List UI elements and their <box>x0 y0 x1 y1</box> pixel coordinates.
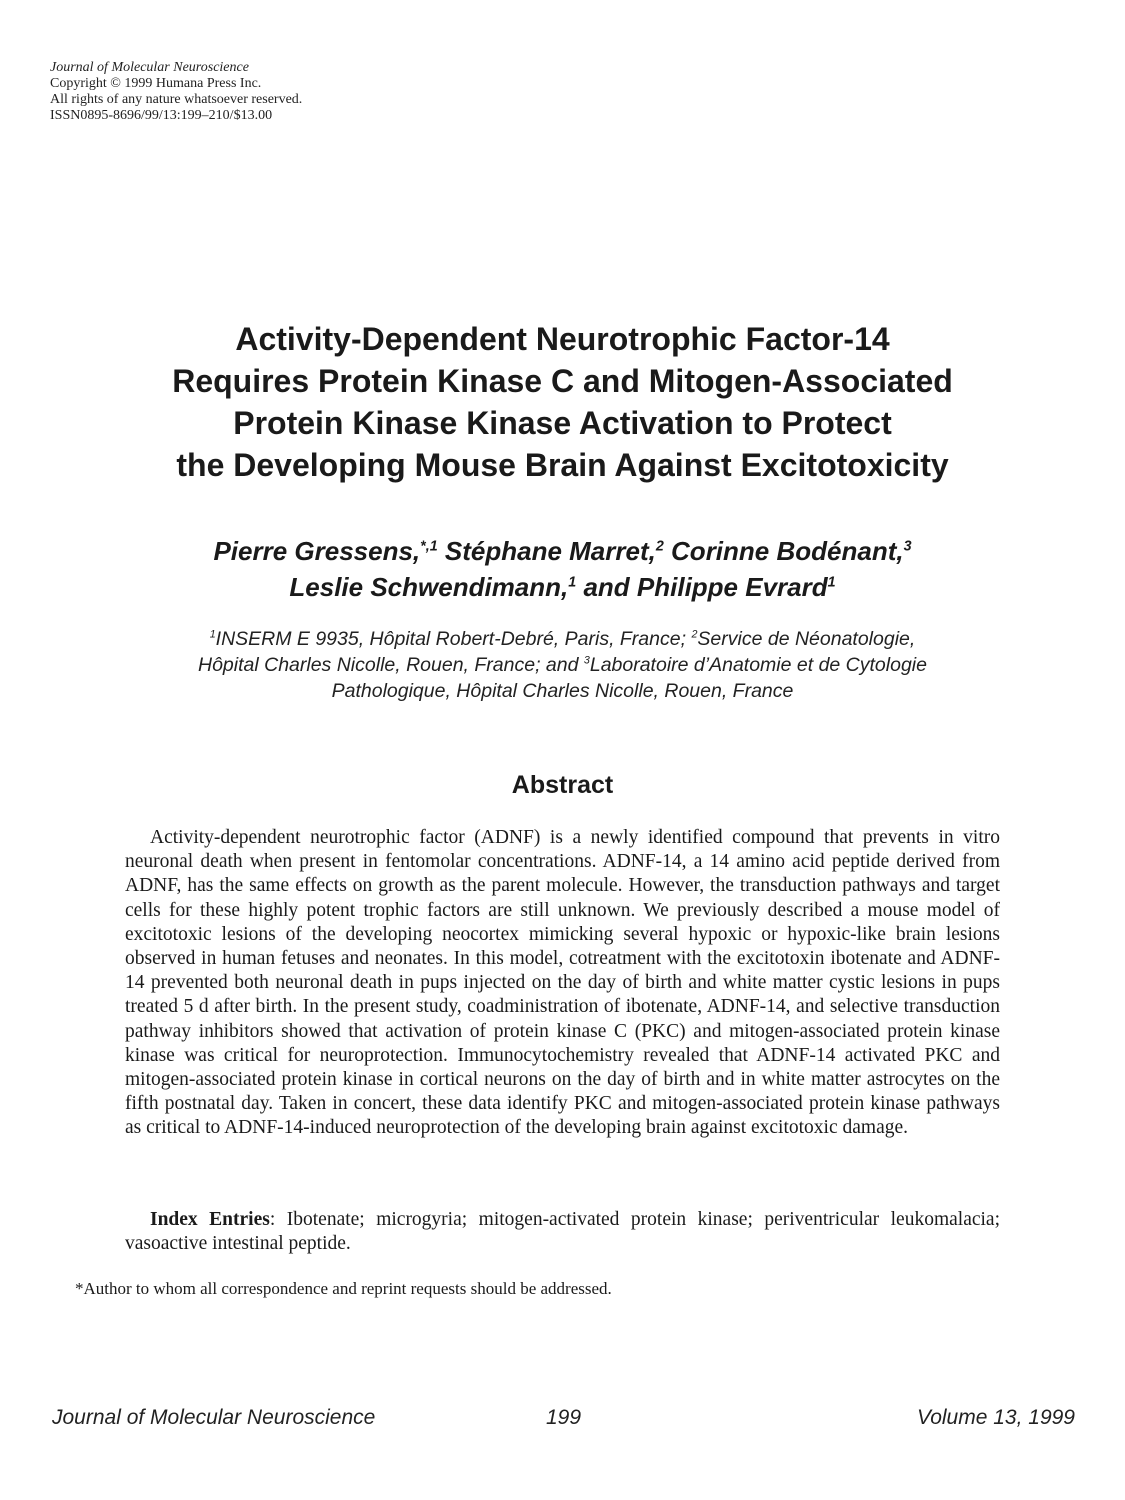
footer-journal: Journal of Molecular Neuroscience <box>52 1406 376 1429</box>
author-name: Pierre Gressens, <box>213 536 421 566</box>
header-copyright: Copyright © 1999 Humana Press Inc. <box>50 76 262 91</box>
author-sup: 1 <box>568 574 577 591</box>
abstract-heading: Abstract <box>511 771 614 799</box>
affiliation-text: Hôpital Charles Nicolle, Rouen, France; and <box>198 654 579 676</box>
affiliation-line-2 <box>90 652 1035 678</box>
affiliation-sup: 3 <box>583 654 590 667</box>
affiliation-sup: 2 <box>691 628 698 641</box>
affiliation-text: Service de Néonatologie, <box>697 628 916 650</box>
index-entries-label: Index Entries <box>150 1209 270 1230</box>
author-sup: 1 <box>827 574 836 591</box>
footer-page-number: 199 <box>545 1406 582 1429</box>
page-footer <box>52 1404 1075 1432</box>
affiliation-sup: 1 <box>209 628 216 641</box>
affiliation-line-1 <box>90 626 1035 652</box>
index-entries <box>125 1208 1000 1256</box>
footer-volume: Volume 13, 1999 <box>916 1406 1075 1429</box>
correspondence-footnote: *Author to whom all correspondence and reprint requests should be addressed. <box>75 1279 612 1298</box>
author-name: Leslie Schwendimann, <box>289 572 569 602</box>
title-line: Protein Kinase Kinase Activation to Protect <box>233 405 892 441</box>
author-name: Stéphane Marret, <box>444 536 656 566</box>
author-name: and Philippe Evrard <box>583 572 828 602</box>
affiliation-text: Pathologique, Hôpital Charles Nicolle, Rouen, France <box>331 680 794 702</box>
author-line-2 <box>90 569 1035 605</box>
abstract-text: Activity-dependent neurotrophic factor (ADNF) is a newly identified compound that prevents in vitro neuronal death when present in fentomolar concentrations. ADNF-14, a 14 amino acid peptide derived from ADNF, has the same effects on growth as the parent molecule. However, the transduction pathways and target cells for these highly potent trophic factors are still unknown. We previously described a mouse model of excitotoxic lesions of the developing neocortex mimicking several hypoxic or hypoxic-like brain lesions observed in human fetuses and neonates. In this model, cotreatment with the excitotoxin ibotenate and ADNF-14 prevented both neuronal death in pups injected on the day of birth and white matter cystic lesions in pups treated 5 d after birth. In the present study, coadministration of ibotenate, ADNF-14, and selective transduction pathway inhibitors showed that activation of protein kinase C (PKC) and mitogen-associated protein kinase kinase was critical for neuroprotection. Immunocytochemistry revealed that ADNF-14 activated PKC and mitogen-associated protein kinase in cortical neurons on the day of birth and in white matter astrocytes on the fifth postnatal day. Taken in concert, these data identify PKC and mitogen-associated protein kinase pathways as critical to ADNF-14-induced neuroprotection of the developing brain against excitotoxic damage. <box>125 827 1000 1139</box>
author-line-1 <box>90 533 1035 569</box>
author-name: Corinne Bodénant, <box>671 536 904 566</box>
author-sup: *,1 <box>420 538 438 555</box>
author-sup: 2 <box>655 538 664 555</box>
affiliation-text: INSERM E 9935, Hôpital Robert-Debré, Paris, France; <box>215 628 687 650</box>
affiliation-text: Laboratoire d’Anatomie et de Cytologie <box>589 654 927 676</box>
header-issn: ISSN0895-8696/99/13:199–210/$13.00 <box>50 108 273 123</box>
header-journal-name: Journal of Molecular Neuroscience <box>50 60 249 75</box>
journal-header <box>50 60 302 124</box>
title-line: the Developing Mouse Brain Against Excitotoxicity <box>176 447 949 483</box>
affiliation-line-3 <box>90 678 1035 704</box>
title-line: Activity-Dependent Neurotrophic Factor-14 <box>235 321 890 357</box>
author-list <box>90 533 1035 605</box>
header-rights: All rights of any nature whatsoever reserved. <box>50 92 303 107</box>
affiliations <box>90 626 1035 704</box>
index-entries-text: : Ibotenate; microgyria; mitogen-activated protein kinase; periventricular leukomalacia; vasoactive intestinal peptide. <box>125 1209 1000 1255</box>
title-line: Requires Protein Kinase C and Mitogen-Associated <box>172 363 953 399</box>
paper-title <box>90 318 1035 486</box>
author-sup: 3 <box>903 538 912 555</box>
